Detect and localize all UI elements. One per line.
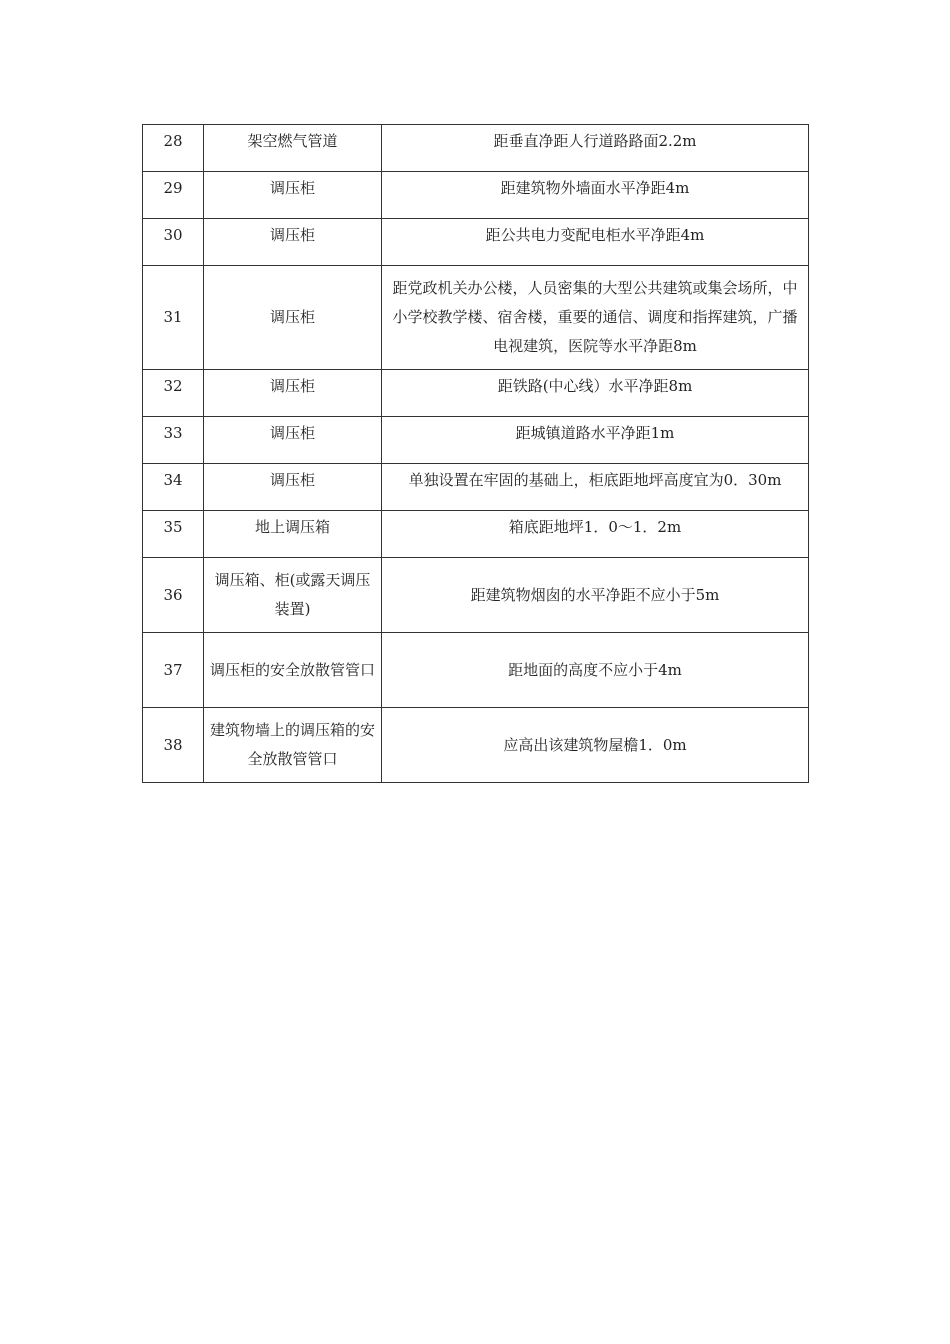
row-number: 28 — [143, 125, 204, 172]
row-number: 38 — [143, 708, 204, 783]
table-row — [143, 633, 809, 708]
table-row — [143, 266, 809, 370]
table-row — [143, 708, 809, 783]
spacing-requirements-table — [142, 124, 809, 783]
row-number: 31 — [143, 266, 204, 370]
table-row — [143, 511, 809, 558]
table-row — [143, 558, 809, 633]
row-number: 37 — [143, 633, 204, 708]
table-row — [143, 417, 809, 464]
row-requirement: 距城镇道路水平净距1m — [382, 417, 809, 464]
row-number: 33 — [143, 417, 204, 464]
row-item: 调压箱、柜(或露天调压装置) — [204, 558, 382, 633]
table-row — [143, 219, 809, 266]
row-number: 32 — [143, 370, 204, 417]
row-number: 30 — [143, 219, 204, 266]
row-item: 架空燃气管道 — [204, 125, 382, 172]
table-row — [143, 125, 809, 172]
table-row — [143, 464, 809, 511]
table-row — [143, 370, 809, 417]
row-requirement: 距铁路(中心线）水平净距8m — [382, 370, 809, 417]
row-requirement: 单独设置在牢固的基础上，柜底距地坪高度宜为0．30m — [382, 464, 809, 511]
row-item: 调压柜 — [204, 464, 382, 511]
row-item: 地上调压箱 — [204, 511, 382, 558]
row-item: 调压柜 — [204, 266, 382, 370]
row-requirement: 距公共电力变配电柜水平净距4m — [382, 219, 809, 266]
row-item: 调压柜 — [204, 370, 382, 417]
row-item: 调压柜 — [204, 172, 382, 219]
row-requirement: 距建筑物外墙面水平净距4m — [382, 172, 809, 219]
row-number: 29 — [143, 172, 204, 219]
row-number: 36 — [143, 558, 204, 633]
row-requirement: 距地面的高度不应小于4m — [382, 633, 809, 708]
row-requirement: 距垂直净距人行道路路面2.2m — [382, 125, 809, 172]
row-requirement: 距党政机关办公楼，人员密集的大型公共建筑或集会场所，中小学校教学楼、宿舍楼，重要的通信、调度和指挥建筑，广播电视建筑，医院等水平净距8m — [382, 266, 809, 370]
row-item: 调压柜 — [204, 219, 382, 266]
row-number: 35 — [143, 511, 204, 558]
row-item: 调压柜 — [204, 417, 382, 464]
row-requirement: 箱底距地坪1．0～1．2m — [382, 511, 809, 558]
row-item: 调压柜的安全放散管管口 — [204, 633, 382, 708]
row-number: 34 — [143, 464, 204, 511]
table-row — [143, 172, 809, 219]
row-requirement: 应高出该建筑物屋檐1．0m — [382, 708, 809, 783]
row-requirement: 距建筑物烟囱的水平净距不应小于5m — [382, 558, 809, 633]
row-item: 建筑物墙上的调压箱的安全放散管管口 — [204, 708, 382, 783]
